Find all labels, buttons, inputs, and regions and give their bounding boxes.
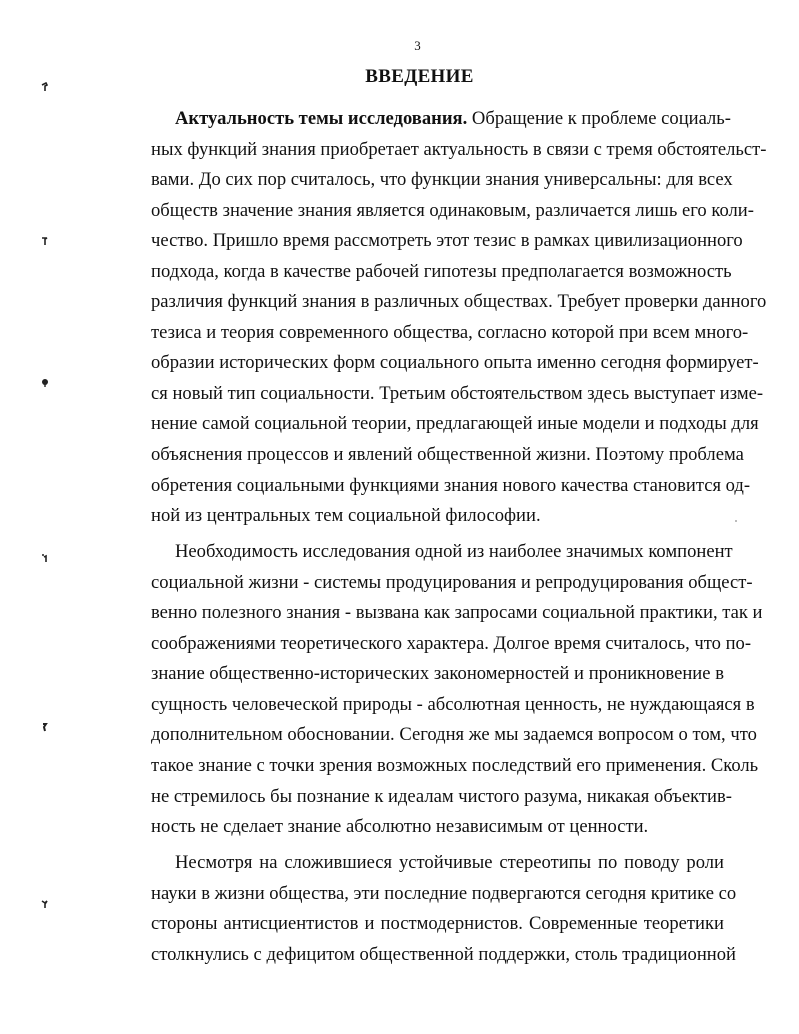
- binding-mark: [40, 722, 50, 732]
- paragraph-1-line: чество. Пришло время рассмотреть этот тезис в рамках цивилизационного: [151, 230, 743, 251]
- paragraph-1-line: ной из центральных тем социальной философии.: [151, 505, 541, 526]
- binding-mark: [40, 378, 50, 388]
- paragraph-2-line: ность не сделает знание абсолютно независимым от ценности.: [151, 816, 649, 837]
- paragraph-1-first-rest: Обращение к проблеме социаль-: [467, 108, 731, 129]
- paragraph-2-line: такое знание с точки зрения возможных последствий его применения. Сколь: [151, 755, 759, 776]
- paragraph-1-lead: Актуальность темы исследования.: [175, 108, 468, 129]
- binding-mark: [40, 236, 50, 246]
- paragraph-1-line: вами. До сих пор считалось, что функции знания универсальны: для всех: [151, 169, 733, 190]
- paragraph-2-line: социальной жизни - системы продуцирования и репродуцирования общест-: [151, 572, 753, 593]
- binding-mark: [40, 553, 50, 563]
- paragraph-3-line: науки в жизни общества, эти последние подвергаются сегодня критике со: [151, 883, 737, 904]
- paragraph-3-line: столкнулись с дефицитом общественной поддержки, столь традиционной: [151, 944, 736, 965]
- paragraph-3-line: стороны антисциентистов и постмодернистов. Современные теоретики: [151, 913, 724, 934]
- paragraph-2-line: венно полезного знания - вызвана как запросами социальной практики, так и: [151, 602, 763, 623]
- page-title: ВВЕДЕНИЕ: [365, 66, 474, 87]
- page-number: 3: [414, 38, 421, 53]
- binding-mark: [40, 82, 50, 92]
- paragraph-2-line: сущность человеческой природы - абсолютная ценность, не нуждающаяся в: [151, 694, 755, 715]
- paragraph-1-line: тезиса и теория современного общества, согласно которой при всем много-: [151, 322, 749, 343]
- paragraph-1-line: ся новый тип социальности. Третьим обстоятельством здесь выступает изме-: [151, 383, 764, 404]
- paragraph-1-line: ных функций знания приобретает актуальность в связи с тремя обстоятельст-: [151, 139, 767, 160]
- paragraph-3-line: Несмотря на сложившиеся устойчивые стереотипы по поводу роли: [175, 852, 724, 873]
- paragraph-2-line: Необходимость исследования одной из наиболее значимых компонент: [175, 541, 733, 562]
- paragraph-1-line: подхода, когда в качестве рабочей гипотезы предполагается возможность: [151, 261, 732, 282]
- paragraph-1-line: объяснения процессов и явлений общественной жизни. Поэтому проблема: [151, 444, 744, 465]
- paragraph-1-line: [175, 107, 731, 131]
- paragraph-1-line: различия функций знания в различных обществах. Требует проверки данного: [151, 291, 767, 312]
- paragraph-2-line: соображениями теоретического характера. Долгое время считалось, что по-: [151, 633, 752, 654]
- paragraph-1-line: образии исторических форм социального опыта именно сегодня формирует-: [151, 352, 759, 373]
- paragraph-1-line: обретения социальными функциями знания нового качества становится од-: [151, 475, 751, 496]
- paragraph-2-line: знание общественно-исторических закономерностей и проникновение в: [151, 663, 724, 684]
- paragraph-1-line: нение самой социальной теории, предлагающей иные модели и подходы для: [151, 413, 759, 434]
- paragraph-2-line: дополнительном обосновании. Сегодня же мы задаемся вопросом о том, что: [151, 724, 757, 745]
- binding-mark: [40, 899, 50, 909]
- paragraph-1-line: обществ значение знания является одинаковым, различается лишь его коли-: [151, 200, 754, 221]
- paragraph-2-line: не стремилось бы познание к идеалам чистого разума, никакая объектив-: [151, 786, 732, 807]
- scan-speck: [735, 520, 737, 522]
